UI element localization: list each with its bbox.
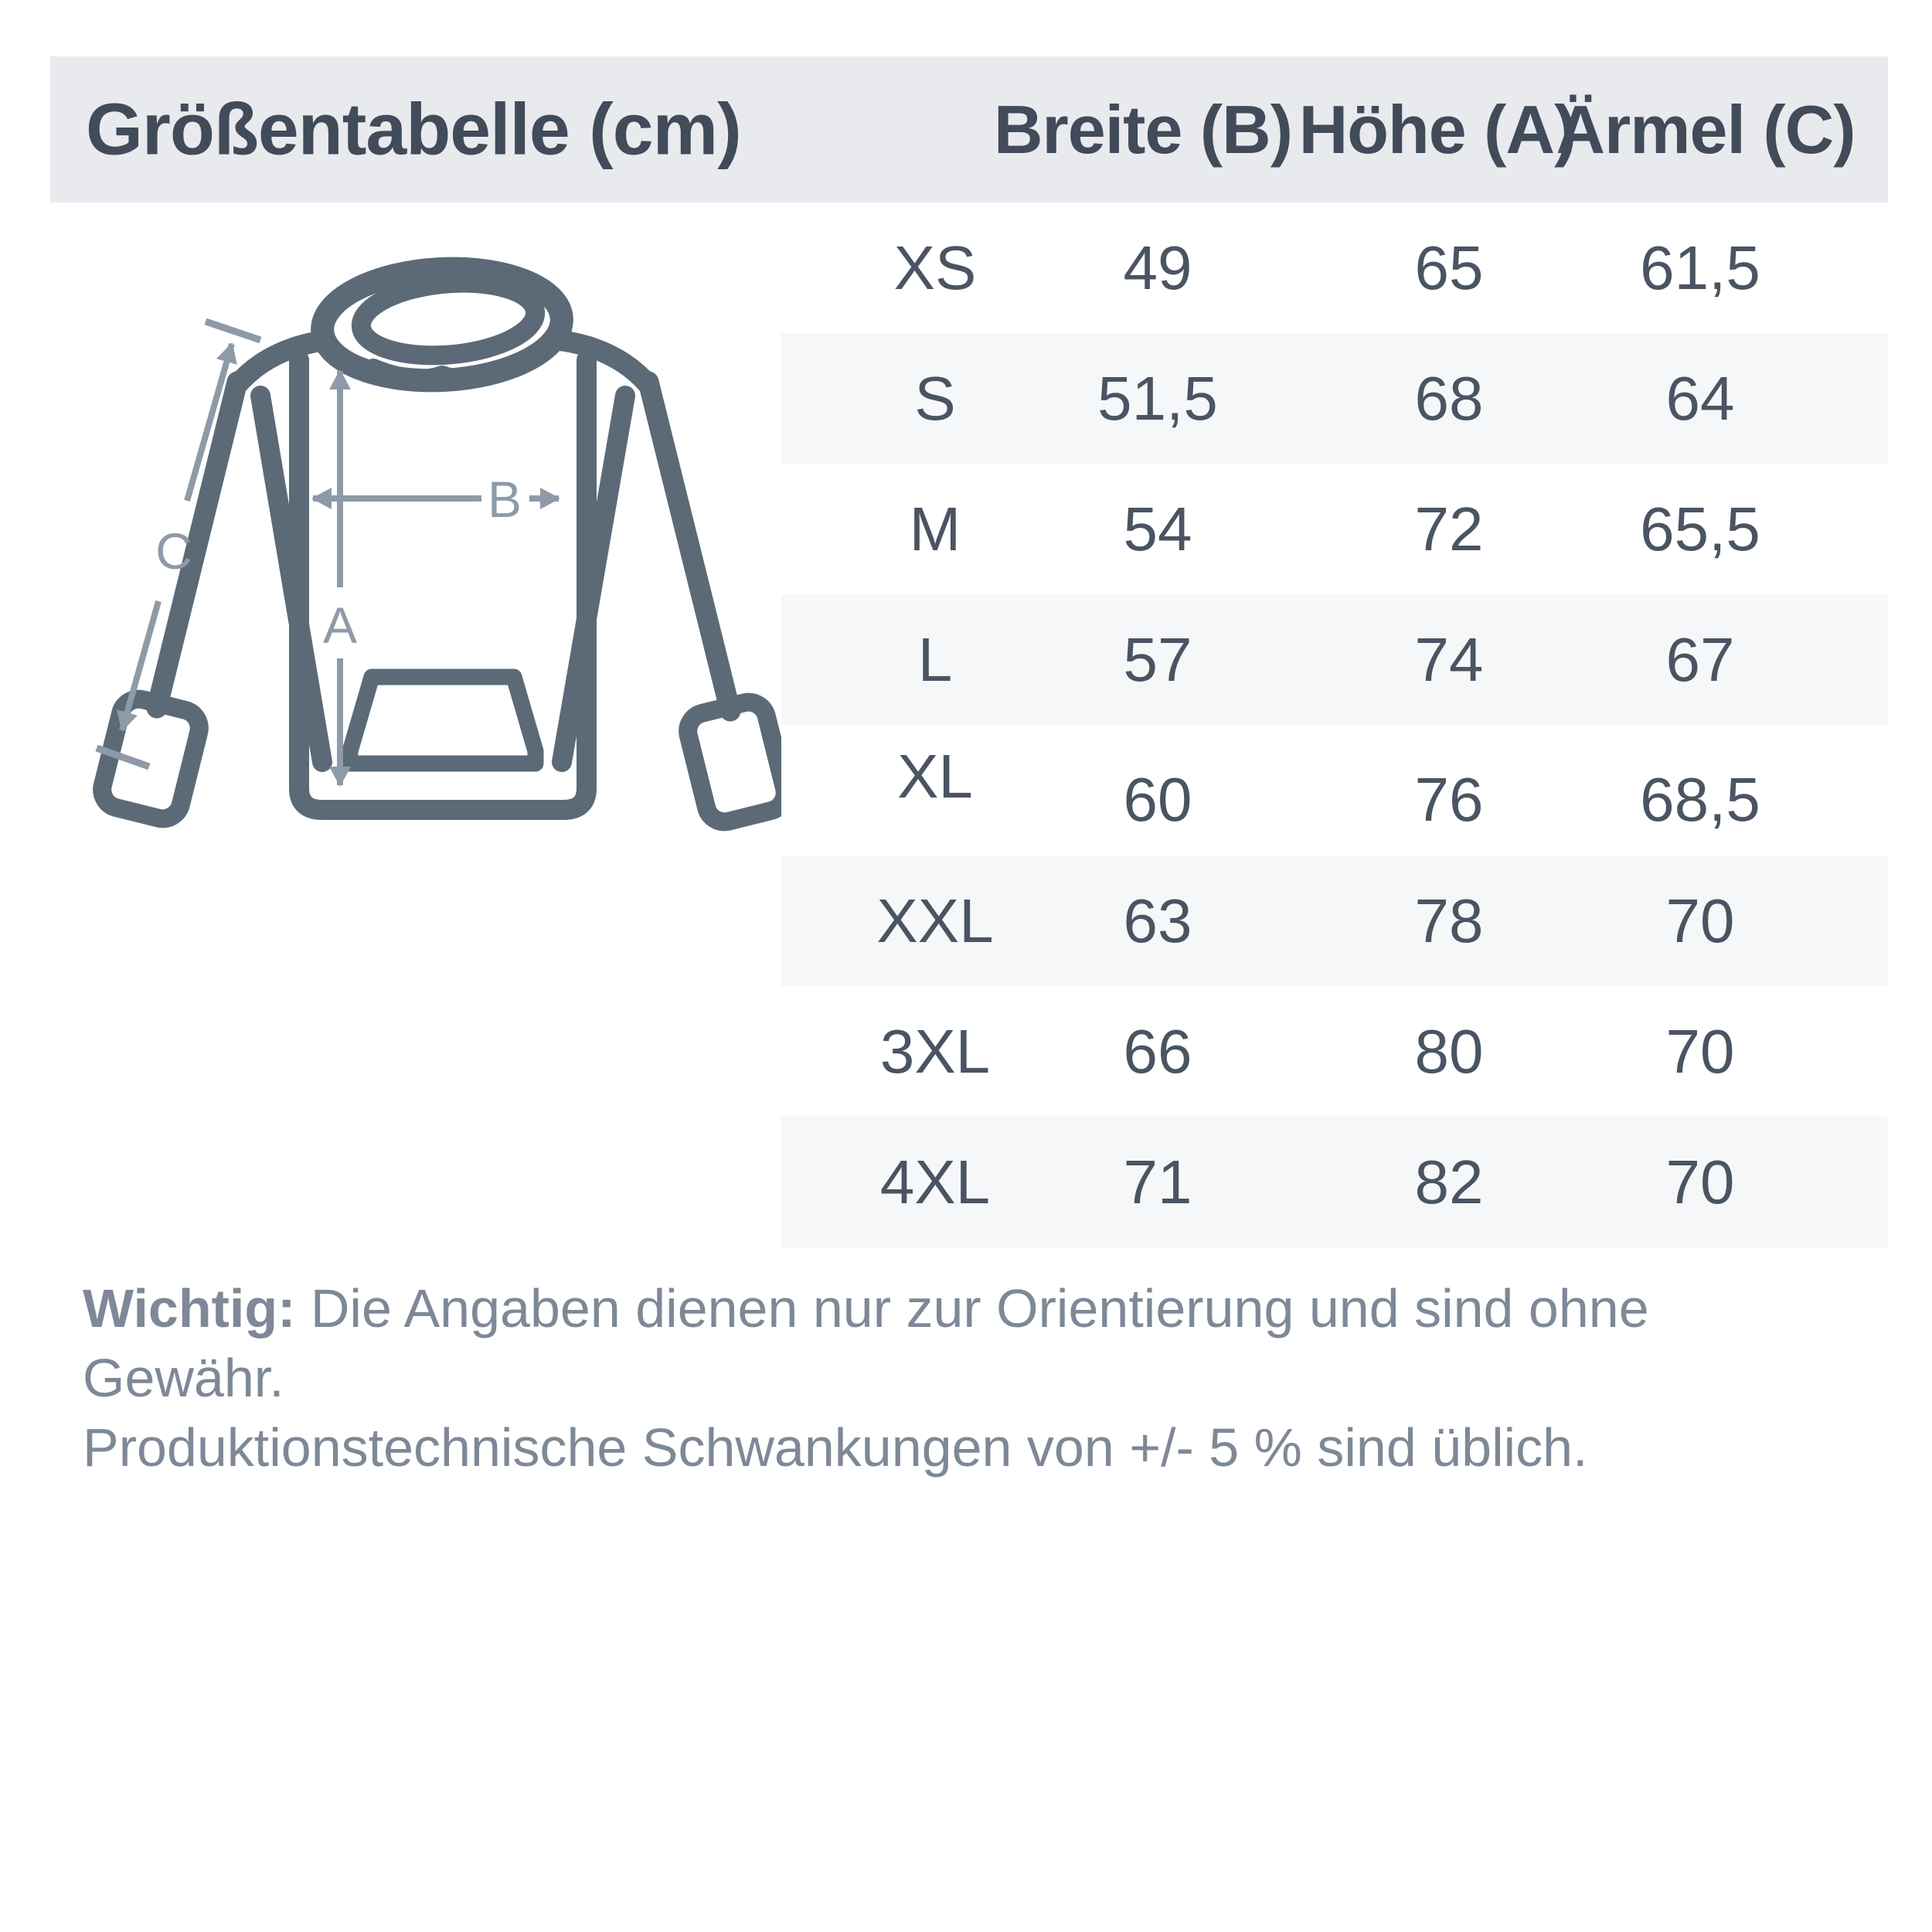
row-hoehe-value: 76	[1414, 764, 1484, 834]
column-header-hoehe: Höhe (A)	[1298, 90, 1577, 168]
row-size-label: 3XL	[879, 1016, 991, 1086]
row-hoehe-value: 68	[1414, 363, 1484, 433]
label-b: B	[487, 471, 522, 528]
row-aermel-value: 70	[1665, 1147, 1735, 1216]
row-aermel-value: 65,5	[1640, 494, 1760, 563]
row-size-label: XL	[897, 741, 973, 811]
footer-line-2: Produktionstechnische Schwankungen von +/- 5 % sind üblich.	[83, 1417, 1588, 1478]
row-breite-value: 63	[1123, 886, 1192, 955]
row-hoehe-value: 78	[1414, 886, 1484, 955]
footer-bold-prefix: Wichtig:	[83, 1278, 296, 1338]
row-hoehe-value: 65	[1414, 233, 1484, 302]
row-aermel-value: 68,5	[1640, 764, 1760, 834]
row-breite-value: 71	[1123, 1147, 1192, 1216]
table-row	[781, 725, 1888, 855]
table-row	[781, 333, 1888, 464]
footer-line-1	[83, 1274, 1852, 1413]
row-breite-value: 66	[1123, 1016, 1192, 1086]
row-breite-value: 49	[1123, 233, 1192, 302]
table-row	[781, 986, 1888, 1117]
size-chart-header	[50, 56, 1888, 202]
row-size-label: XXL	[876, 886, 994, 955]
row-aermel-value: 61,5	[1640, 233, 1760, 302]
table-row	[781, 855, 1888, 986]
size-table-body	[781, 202, 1888, 1247]
row-size-label: L	[917, 624, 953, 694]
table-row	[781, 202, 1888, 333]
table-row	[781, 594, 1888, 725]
column-header-breite: Breite (B)	[993, 90, 1293, 168]
row-breite-value: 60	[1123, 764, 1192, 834]
table-row	[781, 1117, 1888, 1247]
footer-note	[83, 1274, 1852, 1482]
row-aermel-value: 67	[1665, 624, 1735, 694]
row-breite-value: 57	[1123, 624, 1192, 694]
footer-line-1-text: Die Angaben dienen nur zur Orientierung und sind ohne Gewähr.	[83, 1278, 1649, 1408]
label-a: A	[322, 597, 358, 654]
row-breite-value: 51,5	[1097, 363, 1218, 433]
table-row	[781, 464, 1888, 594]
row-aermel-value: 64	[1665, 363, 1735, 433]
hoodie-measurement-diagram	[58, 216, 800, 896]
page-title: Größentabelle (cm)	[86, 88, 741, 170]
row-hoehe-value: 82	[1414, 1147, 1484, 1216]
label-c: C	[155, 522, 192, 580]
row-hoehe-value: 80	[1414, 1016, 1484, 1086]
column-header-aermel: Ärmel (C)	[1556, 90, 1855, 168]
row-size-label: 4XL	[879, 1147, 991, 1216]
row-breite-value: 54	[1123, 494, 1192, 563]
row-size-label: M	[909, 494, 961, 563]
row-aermel-value: 70	[1665, 1016, 1735, 1086]
row-hoehe-value: 74	[1414, 624, 1484, 694]
row-hoehe-value: 72	[1414, 494, 1484, 563]
row-aermel-value: 70	[1665, 886, 1735, 955]
row-size-label: XS	[893, 233, 977, 302]
row-size-label: S	[914, 363, 956, 433]
hoodie-outline	[98, 263, 789, 825]
arrow-c-top-tick	[206, 321, 260, 340]
